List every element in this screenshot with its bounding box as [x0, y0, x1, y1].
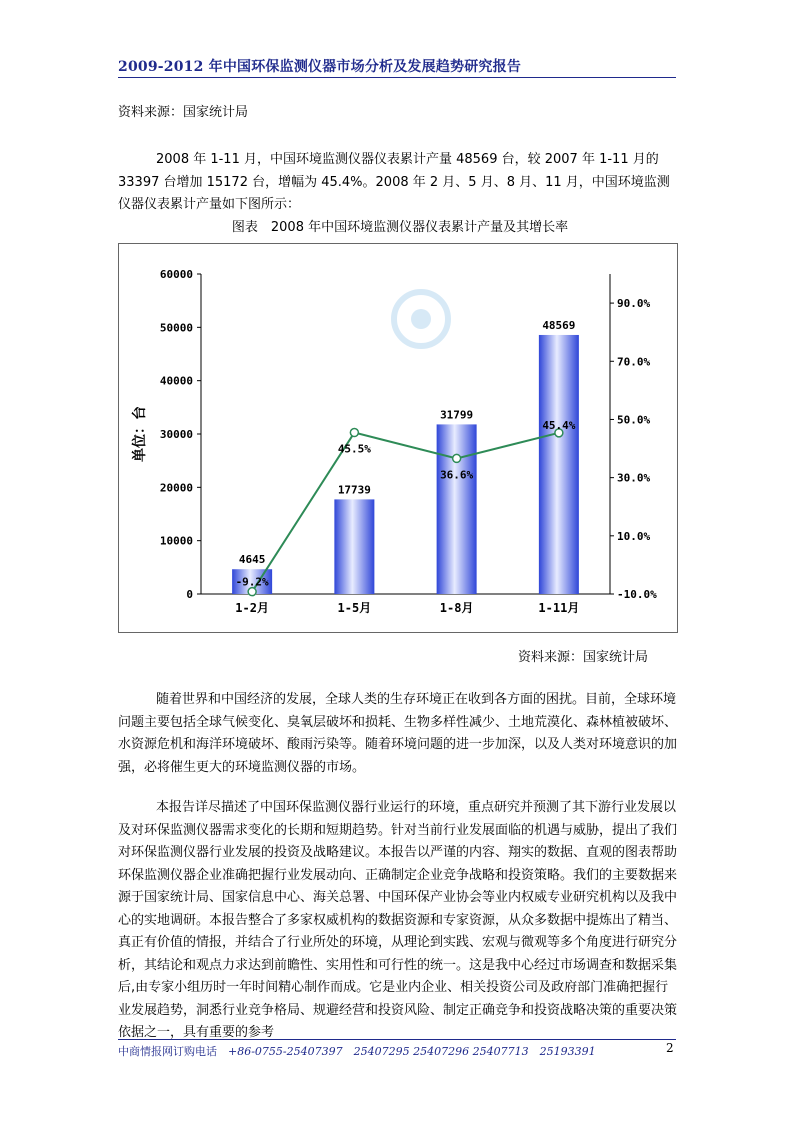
growth-rate-label: 45.4% — [542, 418, 576, 432]
growth-rate-label: 36.6% — [440, 468, 474, 482]
growth-rate-line — [252, 433, 559, 592]
right-axis-tick-label: 10.0% — [617, 529, 651, 543]
x-axis-category-label: 1-8月 — [439, 601, 474, 615]
growth-rate-label: -9.2% — [235, 575, 269, 589]
footer-label: 中商情报网订购电话 — [118, 1045, 217, 1058]
x-axis-category-label: 1-2月 — [235, 601, 269, 615]
right-axis-tick-label: 50.0% — [617, 413, 651, 427]
growth-rate-point — [453, 454, 461, 462]
header-rule — [118, 77, 676, 78]
right-axis-tick-label: 90.0% — [617, 297, 651, 311]
right-axis-tick-label: -10.0% — [617, 588, 657, 601]
source-note-bottom: 资料来源：国家统计局 — [518, 650, 649, 665]
watermark-logo-icon — [394, 292, 448, 346]
paragraph-1: 2008 年 1-11 月，中国环境监测仪器仪表累计产量 48569 台，较 2007 年 1-11 月的 33397 台增加 15172 台，增幅为 45.4%。2008 年 2 月、5 月、8 月、11 月，中国环境监测仪器仪表累计产量如下图所示： — [118, 152, 670, 212]
production-chart — [119, 244, 677, 632]
growth-rate-point — [248, 588, 256, 596]
bar-1-8月 — [437, 424, 477, 594]
left-axis-tick-label: 0 — [186, 588, 193, 601]
x-axis-category-label: 1-5月 — [337, 601, 372, 615]
bar-1-5月 — [334, 499, 374, 594]
footer-contact-line — [118, 1043, 596, 1059]
left-axis-tick-label: 10000 — [159, 534, 193, 548]
left-axis-tick-label: 20000 — [159, 481, 193, 495]
left-axis-tick-label: 30000 — [159, 428, 193, 441]
page-header-title: 2009-2012 年中国环保监测仪器市场分析及发展趋势研究报告 — [118, 59, 522, 75]
left-axis-tick-label: 50000 — [159, 321, 193, 335]
growth-rate-label: 45.5% — [337, 442, 371, 456]
left-axis-tick-label: 60000 — [159, 268, 193, 281]
bar-1-11月 — [539, 335, 579, 594]
bar-value-label: 48569 — [542, 318, 576, 332]
bar-value-label: 4645 — [238, 553, 266, 567]
left-axis-tick-label: 40000 — [159, 374, 193, 388]
footer-phone-numbers: +86-0755-25407397 25407295 25407296 25407713 25193391 — [228, 1045, 596, 1058]
y-axis-title: 单位：台 — [132, 406, 148, 462]
right-axis-tick-label: 70.0% — [617, 355, 651, 369]
page-number: 2 — [666, 1041, 674, 1055]
right-axis-tick-label: 30.0% — [617, 471, 651, 485]
chart-frame — [118, 243, 678, 633]
paragraph-3: 本报告详尽描述了中国环保监测仪器行业运行的环境，重点研究并预测了其下游行业发展以及对环保监测仪器需求变化的长期和短期趋势。针对当前行业发展面临的机遇与威胁，提出了我们对环保监测仪器行业发展的投资及战略建议。本报告以严谨的内容、翔实的数据、直观的图表帮助环保监测仪器企业准确把握行业发展动向、正确制定企业竞争战略和投资策略。我们的主要数据来源于国家统计局、国家信息中心、海关总署、中国环保产业协会等业内权威专业研究机构以及我中心的实地调研。本报告整合了多家权威机构的数据资源和专家资源，从众多数据中提炼出了精当、真正有价值的情报，并结合了行业所处的环境，从理论到实践、宏观与微观等多个角度进行研究分析，其结论和观点力求达到前瞻性、实用性和可行性的统一。这是我中心经过市场调查和数据采集后,由专家小组历时一年时间精心制作而成。它是业内企业、相关投资公司及政府部门准确把握行业发展趋势，洞悉行业竞争格局、规避经营和投资风险、制定正确竞争和投资战略决策的重要决策依据之一，具有重要的参考 — [118, 800, 678, 1040]
growth-rate-point — [350, 429, 358, 437]
bar-value-label: 17739 — [337, 483, 371, 497]
paragraph-2: 随着世界和中国经济的发展，全球人类的生存环境正在收到各方面的困扰。目前，全球环境问题主要包括全球气候变化、臭氧层破坏和损耗、生物多样性减少、土地荒漠化、森林植被破坏、水资源危机和海洋环境破坏、酸雨污染等。随着环境问题的进一步加深，以及人类对环境意识的加强，必将催生更大的环境监测仪器的市场。 — [118, 692, 678, 775]
source-note-top: 资料来源：国家统计局 — [118, 105, 249, 120]
footer-rule — [118, 1039, 676, 1040]
bar-value-label: 31799 — [440, 408, 474, 422]
x-axis-category-label: 1-11月 — [538, 601, 580, 615]
chart-caption: 图表 2008 年中国环境监测仪器仪表累计产量及其增长率 — [231, 220, 569, 235]
